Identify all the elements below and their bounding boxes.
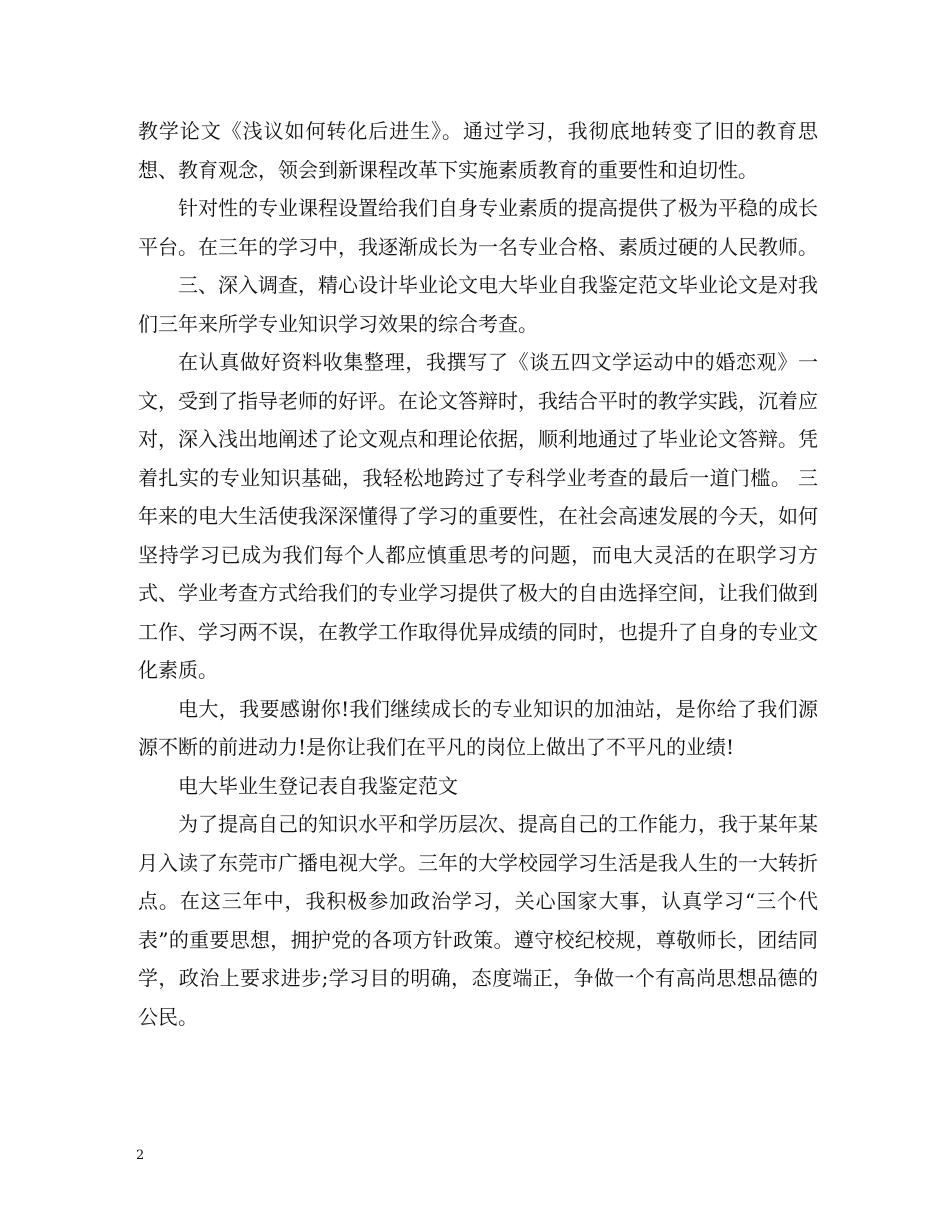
paragraph-4: 在认真做好资料收集整理，我撰写了《谈五四文学运动中的婚恋观》一文，受到了指导老师的好评。在论文答辩时，我结合平时的教学实践，沉着应对，深入浅出地阐述了论文观点和理论依据，顺利地通过了毕业论文答辩。凭着扎实的专业知识基础，我轻松地跨过了专科学业考查的最后一道门槛。 三年来的电大生活使我深深懂得了学习的重要性，在社会高速发展的今天，如何坚持学习已成为我们每个人都应慎重思考的问题，而电大灵活的在职学习方式、学业考查方式给我们的专业学习提供了极大的自由选择空间，让我们做到工作、学习两不误，在教学工作取得优异成绩的同时，也提升了自身的专业文化素质。 <box>138 350 818 682</box>
paragraph-1: 教学论文《浅议如何转化后进生》。通过学习，我彻底地转变了旧的教育思想、教育观念，领会到新课程改革下实施素质教育的重要性和迫切性。 <box>138 119 818 182</box>
section-heading: 电大毕业生登记表自我鉴定范文 <box>178 773 458 798</box>
paragraph-2: 针对性的专业课程设置给我们自身专业素质的提高提供了极为平稳的成长平台。在三年的学习中，我逐渐成长为一名专业合格、素质过硬的人民教师。 <box>138 196 818 259</box>
paragraph-3: 三、深入调查，精心设计毕业论文电大毕业自我鉴定范文毕业论文是对我们三年来所学专业知识学习效果的综合考查。 <box>138 273 818 336</box>
page-number: 2 <box>136 1148 145 1163</box>
paragraph-5: 电大，我要感谢你!我们继续成长的专业知识的加油站，是你给了我们源源不断的前进动力!是你让我们在平凡的岗位上做出了不平凡的业绩! <box>138 696 818 759</box>
paragraph-7: 为了提高自己的知识水平和学历层次、提高自己的工作能力，我于某年某月入读了东莞市广播电视大学。三年的大学校园学习生活是我人生的一大转折点。在这三年中，我积极参加政治学习，关心国家大事，认真学习“三个代表”的重要思想，拥护党的各项方针政策。遵守校纪校规，尊敬师长，团结同学，政治上要求进步;学习目的明确，态度端正，争做一个有高尚思想品德的公民。 <box>138 812 818 1029</box>
document-body <box>138 112 818 1036</box>
